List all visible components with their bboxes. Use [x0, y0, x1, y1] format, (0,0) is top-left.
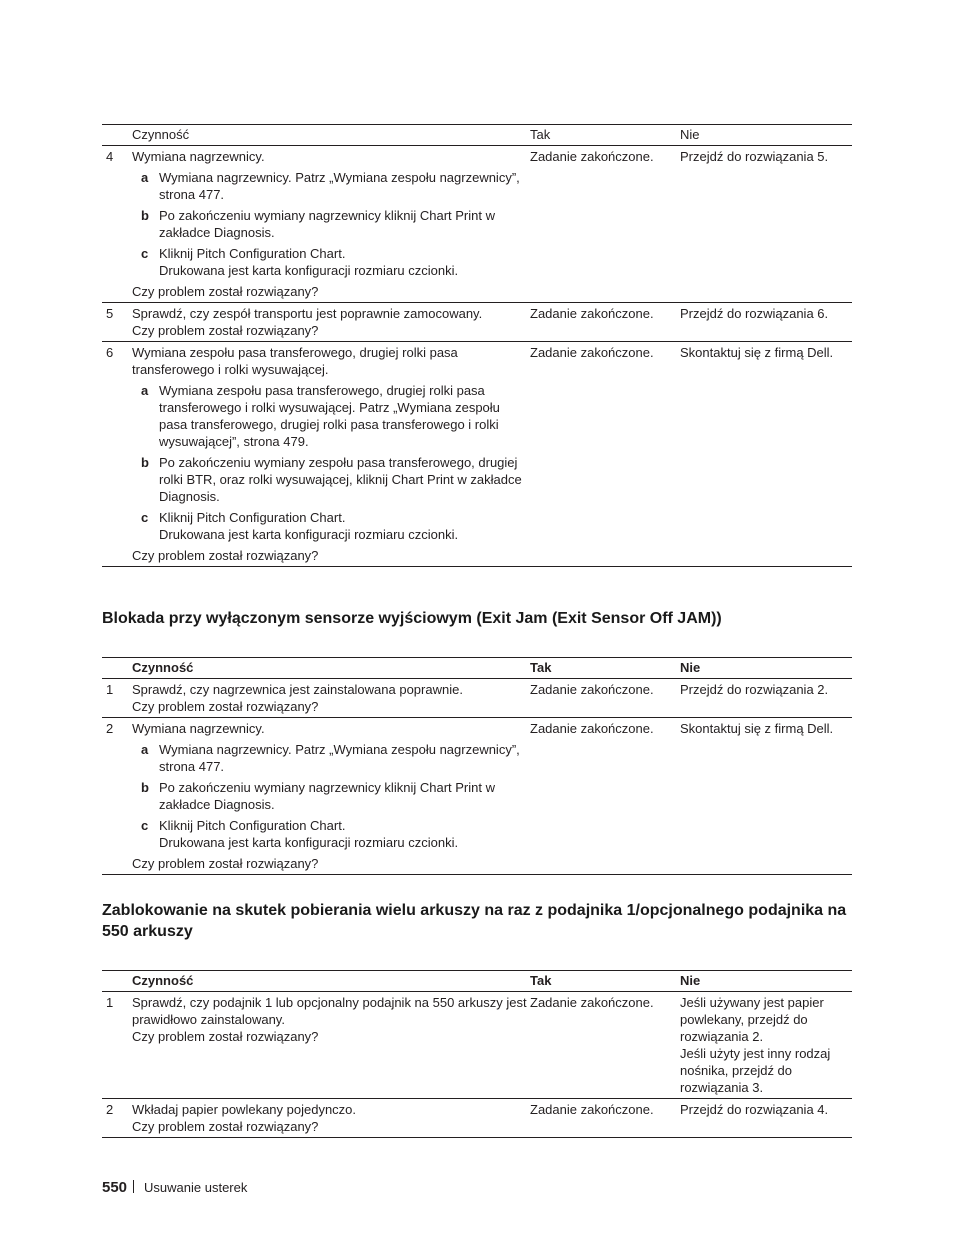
no-cell: Skontaktuj się z firmą Dell. [680, 345, 834, 360]
substep-text: Po zakończeniu wymiany nagrzewnicy kliknij Chart Print w zakładce Diagnosis. [159, 208, 495, 240]
substep-text: Wymiana zespołu pasa transferowego, drugiej rolki pasa transferowego i rolki wysuwającej. Patrz „Wymiana zespołu pasa transferowego, drugiej rolki pasa transferowego i rolki wysuwającej”, strona 479. [159, 383, 500, 449]
yes-cell: Zadanie zakończone. [530, 995, 654, 1010]
table-row [102, 1099, 852, 1138]
action-intro: Wymiana nagrzewnicy. [132, 149, 265, 164]
action-intro: Sprawdź, czy zespół transportu jest poprawnie zamocowany. [132, 306, 483, 321]
substep-text: Kliknij Pitch Configuration Chart. Drukowana jest karta konfiguracji rozmiaru czcionki. [159, 246, 459, 278]
action-question: Czy problem został rozwiązany? [132, 1119, 319, 1134]
no-cell: Skontaktuj się z firmą Dell. [680, 721, 834, 736]
no-option-coated: Jeśli używany jest papier powlekany, przejdź do rozwiązania 2. [680, 995, 824, 1044]
substep-c [141, 245, 530, 279]
action-cell [132, 679, 530, 718]
step-number: 2 [106, 721, 114, 736]
action-question: Czy problem został rozwiązany? [132, 323, 319, 338]
no-cell: Przejdź do rozwiązania 4. [680, 1102, 829, 1117]
ui-term-pitch-configuration-chart: Pitch Configuration Chart [196, 818, 342, 833]
header-no: Nie [680, 973, 701, 988]
action-question: Czy problem został rozwiązany? [132, 284, 319, 299]
no-option-other: Jeśli użyty jest inny rodzaj nośnika, przejdź do rozwiązania 3. [680, 1046, 831, 1095]
page-number: 550 [102, 1179, 128, 1196]
no-cell: Przejdź do rozwiązania 6. [680, 306, 829, 321]
page-footer [102, 1179, 247, 1196]
header-no: Nie [680, 127, 700, 142]
yes-cell: Zadanie zakończone. [530, 149, 654, 164]
step-number: 2 [106, 1102, 114, 1117]
header-action: Czynność [132, 127, 190, 142]
no-cell: Przejdź do rozwiązania 5. [680, 149, 829, 164]
footer-divider [133, 1180, 134, 1193]
action-question: Czy problem został rozwiązany? [132, 1029, 319, 1044]
substep-label: b [141, 780, 149, 795]
header-action: Czynność [132, 973, 194, 988]
table-row [102, 992, 852, 1099]
substep-text: Kliknij Pitch Configuration Chart. Drukowana jest karta konfiguracji rozmiaru czcionki. [159, 818, 459, 850]
header-yes: Tak [530, 660, 552, 675]
ui-term-chart-print: Chart Print [419, 208, 482, 223]
yes-cell: Zadanie zakończone. [530, 306, 654, 321]
troubleshooting-table-2 [102, 657, 852, 875]
header-yes: Tak [530, 973, 552, 988]
yes-cell: Zadanie zakończone. [530, 682, 654, 697]
ui-term-chart-print: Chart Print [419, 780, 482, 795]
substep-a [141, 382, 530, 450]
section-heading-multifeed-jam: Zablokowanie na skutek pobierania wielu arkuszy na raz z podajnika 1/opcjonalnego podajnika na 550 arkuszy [102, 902, 847, 940]
substep-label: a [141, 170, 149, 185]
action-intro: Sprawdź, czy podajnik 1 lub opcjonalny podajnik na 550 arkuszy jest prawidłowo zainstalowany. [132, 995, 527, 1027]
substep-text: Wymiana nagrzewnicy. Patrz „Wymiana zespołu nagrzewnicy”, strona 477. [159, 170, 520, 202]
table-header-row [102, 658, 852, 679]
substep-label: a [141, 383, 149, 398]
ui-term-diagnosis: Diagnosis [159, 489, 217, 504]
ui-term-chart-print: Chart Print [391, 472, 454, 487]
header-action: Czynność [132, 660, 194, 675]
substep-label: c [141, 818, 149, 833]
header-number [102, 658, 132, 679]
action-question: Czy problem został rozwiązany? [132, 699, 319, 714]
ui-term-pitch-configuration-chart: Pitch Configuration Chart [196, 246, 342, 261]
header-number [102, 971, 132, 992]
action-cell [132, 146, 530, 303]
action-cell [132, 992, 530, 1099]
table-row [102, 303, 852, 342]
substep-c [141, 509, 530, 543]
table-row [102, 146, 852, 303]
substep-label: c [141, 510, 149, 525]
no-cell: Przejdź do rozwiązania 2. [680, 682, 829, 697]
table-header-row [102, 125, 852, 146]
header-yes: Tak [530, 127, 551, 142]
substep-b [141, 207, 530, 241]
section-heading-exit-jam: Blokada przy wyłączonym sensorze wyjściowym (Exit Jam (Exit Sensor Off JAM)) [102, 610, 722, 627]
substep-a [141, 169, 530, 203]
substep-b [141, 779, 530, 813]
ui-term-pitch-configuration-chart: Pitch Configuration Chart [196, 510, 342, 525]
action-cell [132, 1099, 530, 1138]
step-number: 1 [106, 995, 114, 1010]
action-cell [132, 303, 530, 342]
table-row [102, 679, 852, 718]
substep-label: b [141, 455, 149, 470]
substep-label: a [141, 742, 149, 757]
substep-text: Wymiana nagrzewnicy. Patrz „Wymiana zespołu nagrzewnicy”, strona 477. [159, 742, 520, 774]
ui-term-diagnosis: Diagnosis [213, 797, 272, 812]
substep-text: Po zakończeniu wymiany zespołu pasa transferowego, drugiej rolki BTR, oraz rolki wysuwającej, kliknij Chart Print w zakładce Diagnosis. [159, 455, 522, 504]
substep-label: b [141, 208, 149, 223]
no-cell [680, 992, 852, 1099]
yes-cell: Zadanie zakończone. [530, 1102, 654, 1117]
substep-b [141, 454, 530, 505]
footer-section-title: Usuwanie usterek [144, 1180, 248, 1195]
troubleshooting-table-3 [102, 970, 852, 1138]
substep-a [141, 741, 530, 775]
substep-text: Kliknij Pitch Configuration Chart. Drukowana jest karta konfiguracji rozmiaru czcionki. [159, 510, 459, 542]
yes-cell: Zadanie zakończone. [530, 721, 654, 736]
step-number: 1 [106, 682, 114, 697]
yes-cell: Zadanie zakończone. [530, 345, 654, 360]
action-cell [132, 342, 530, 567]
action-intro: Sprawdź, czy nagrzewnica jest zainstalowana poprawnie. [132, 682, 463, 697]
header-number [102, 125, 132, 146]
table-header-row [102, 971, 852, 992]
table-row [102, 718, 852, 875]
substep-c [141, 817, 530, 851]
troubleshooting-table-1 [102, 124, 852, 567]
action-intro: Wkładaj papier powlekany pojedynczo. [132, 1102, 357, 1117]
ui-term-diagnosis: Diagnosis [213, 225, 272, 240]
substep-text: Po zakończeniu wymiany nagrzewnicy kliknij Chart Print w zakładce Diagnosis. [159, 780, 495, 812]
substep-label: c [141, 246, 149, 261]
action-intro: Wymiana nagrzewnicy. [132, 721, 265, 736]
action-question: Czy problem został rozwiązany? [132, 548, 319, 563]
action-intro: Wymiana zespołu pasa transferowego, drugiej rolki pasa transferowego i rolki wysuwającej. [132, 345, 458, 377]
header-no: Nie [680, 660, 701, 675]
step-number: 6 [106, 345, 114, 360]
step-number: 4 [106, 149, 114, 164]
table-row [102, 342, 852, 567]
action-question: Czy problem został rozwiązany? [132, 856, 319, 871]
action-cell [132, 718, 530, 875]
step-number: 5 [106, 306, 114, 321]
